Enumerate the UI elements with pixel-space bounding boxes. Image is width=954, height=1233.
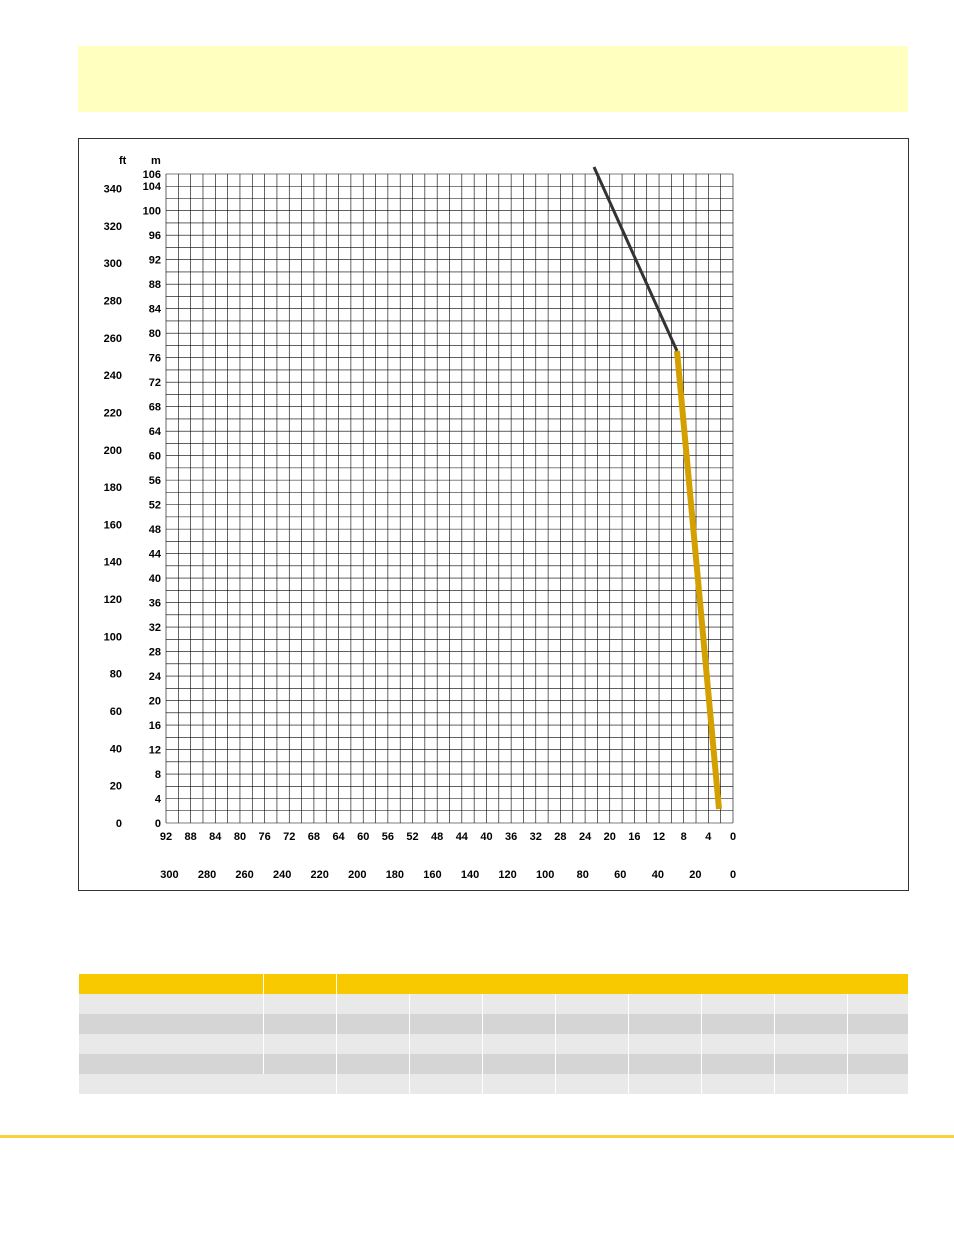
ft-tick: 260 xyxy=(235,869,254,881)
load-table xyxy=(78,974,908,1094)
m-unit: m xyxy=(151,155,161,167)
ft-tick: 280 xyxy=(197,869,217,881)
ft-tick: 60 xyxy=(109,706,122,719)
m-tick: 80 xyxy=(148,328,161,341)
m-tick: 8 xyxy=(154,769,161,782)
m-tick: 40 xyxy=(480,831,493,843)
ft-tick: 80 xyxy=(576,869,589,881)
ft-tick: 40 xyxy=(109,743,122,756)
m-tick: 12 xyxy=(652,831,666,843)
m-tick: 48 xyxy=(431,831,444,843)
m-tick: 64 xyxy=(148,426,161,439)
ft-tick: 240 xyxy=(103,370,122,383)
m-tick: 92 xyxy=(148,254,161,267)
m-tick: 24 xyxy=(148,671,161,684)
m-tick: 96 xyxy=(148,230,161,243)
m-tick: 104 xyxy=(142,181,161,194)
m-tick: 16 xyxy=(148,720,161,733)
ft-tick: 240 xyxy=(272,869,292,881)
ft-tick: 320 xyxy=(103,220,122,233)
ft-tick: 180 xyxy=(385,869,405,881)
m-tick: 60 xyxy=(148,450,161,463)
m-tick: 68 xyxy=(307,831,321,843)
m-tick: 60 xyxy=(357,831,370,843)
m-tick: 8 xyxy=(680,831,687,843)
m-tick: 0 xyxy=(729,831,737,843)
m-tick: 20 xyxy=(148,695,161,708)
m-tick: 84 xyxy=(148,303,161,316)
m-tick: 56 xyxy=(148,475,161,488)
m-tick: 80 xyxy=(233,831,247,843)
m-tick: 100 xyxy=(142,205,161,218)
ft-tick: 0 xyxy=(729,869,737,881)
ft-tick: 120 xyxy=(103,594,122,607)
m-tick: 76 xyxy=(148,352,161,365)
m-tick: 4 xyxy=(705,831,712,843)
m-tick: 56 xyxy=(381,831,394,843)
ft-tick: 100 xyxy=(535,869,555,881)
ft-tick: 160 xyxy=(423,869,442,881)
ft-tick: 20 xyxy=(109,780,122,793)
banner xyxy=(78,46,908,112)
ft-tick: 280 xyxy=(103,295,122,308)
m-tick: 4 xyxy=(154,793,161,806)
m-tick: 76 xyxy=(258,831,271,843)
ft-tick: 100 xyxy=(103,631,122,644)
ft-tick: 180 xyxy=(103,482,122,495)
ft-tick: 300 xyxy=(103,258,122,271)
ft-tick: 80 xyxy=(109,668,122,681)
m-tick: 52 xyxy=(148,499,161,512)
range-chart xyxy=(78,138,909,891)
m-tick: 44 xyxy=(148,548,161,561)
m-tick: 36 xyxy=(505,831,518,843)
m-tick: 16 xyxy=(628,831,641,843)
ft-tick: 260 xyxy=(103,332,122,345)
ft-tick: 140 xyxy=(103,556,122,569)
m-tick: 0 xyxy=(154,818,161,830)
m-tick: 20 xyxy=(603,831,616,843)
m-tick: 92 xyxy=(159,831,173,843)
ft-tick: 300 xyxy=(160,869,179,881)
ft-tick: 0 xyxy=(115,818,122,830)
m-tick: 72 xyxy=(283,831,296,843)
m-tick: 24 xyxy=(578,831,592,843)
ft-tick: 220 xyxy=(103,407,122,420)
m-tick: 106 xyxy=(142,169,161,181)
m-tick: 64 xyxy=(332,831,345,843)
m-tick: 32 xyxy=(148,622,161,635)
ft-tick: 200 xyxy=(348,869,367,881)
ft-unit: ft xyxy=(119,155,127,167)
m-tick: 32 xyxy=(529,831,542,843)
m-tick: 36 xyxy=(148,597,161,610)
m-tick: 52 xyxy=(406,831,419,843)
m-tick: 44 xyxy=(455,831,468,843)
m-tick: 88 xyxy=(148,279,161,292)
ft-tick: 60 xyxy=(614,869,627,881)
m-tick: 88 xyxy=(184,831,197,843)
m-tick: 12 xyxy=(148,744,161,757)
m-tick: 68 xyxy=(148,401,161,414)
ft-tick: 20 xyxy=(689,869,702,881)
m-tick: 40 xyxy=(148,573,161,586)
ft-tick: 340 xyxy=(103,183,122,196)
ft-tick: 220 xyxy=(310,869,329,881)
m-tick: 72 xyxy=(148,377,161,390)
ft-tick: 120 xyxy=(498,869,517,881)
ft-tick: 40 xyxy=(651,869,664,881)
ft-tick: 160 xyxy=(103,519,122,532)
ft-tick: 200 xyxy=(103,444,122,457)
ft-tick: 140 xyxy=(460,869,480,881)
m-tick: 84 xyxy=(209,831,222,843)
m-tick: 28 xyxy=(148,646,161,659)
m-tick: 48 xyxy=(148,524,161,537)
footer-line xyxy=(0,1135,954,1138)
m-tick: 28 xyxy=(554,831,567,843)
